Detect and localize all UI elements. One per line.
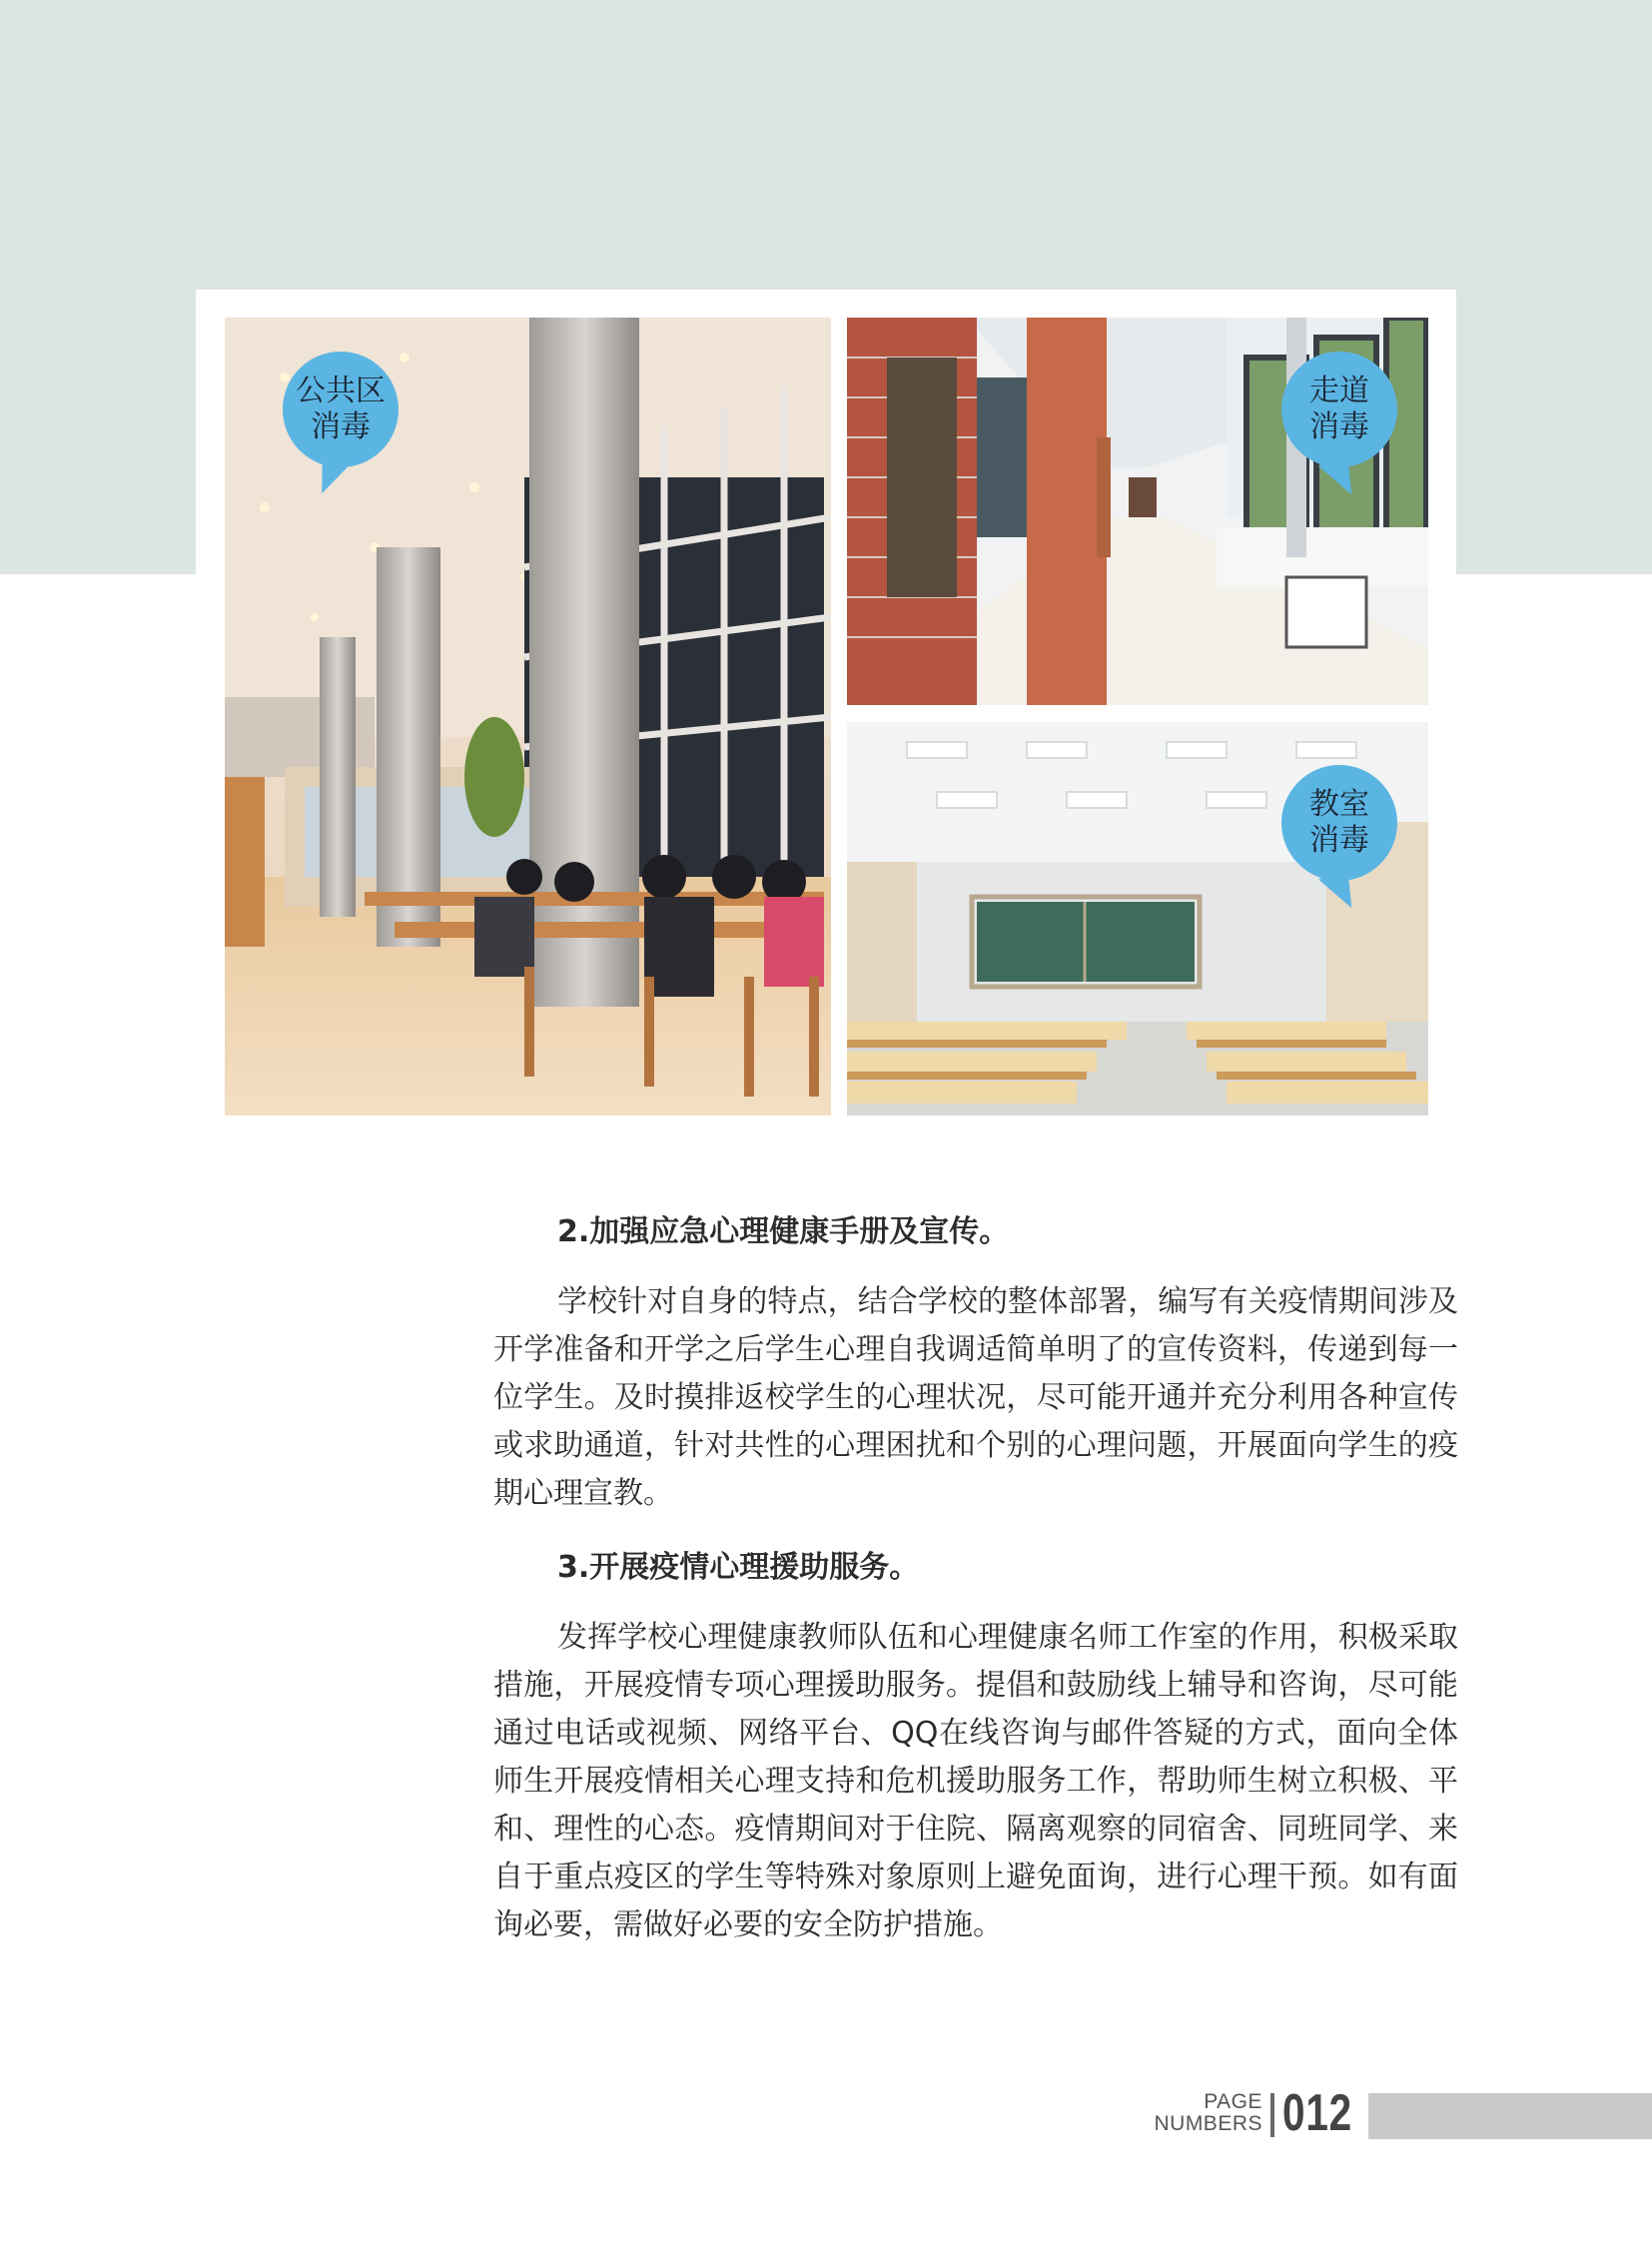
page-label-line2: NUMBERS xyxy=(1154,2112,1262,2135)
footer-gray-bar xyxy=(1368,2093,1652,2139)
bubble-text-line1: 公共区 xyxy=(296,374,386,408)
bubble-text-line2: 消毒 xyxy=(1309,823,1369,858)
page-numbers-label xyxy=(1139,2091,1262,2135)
article-body xyxy=(493,1208,1458,1975)
section-3-heading: 3.开展疫情心理援助服务。 xyxy=(557,1550,920,1585)
section-2-paragraph: 学校针对自身的特点，结合学校的整体部署，编写有关疫情期间涉及开学准备和开学之后学生心理自我调适简单明了的宣传资料，传递到每一位学生。及时摸排返校学生的心理状况，尽可能开通并充分利用各种宣传或求助通道，针对共性的心理困扰和个别的心理问题，开展面向学生的疫期心理宣教。 xyxy=(493,1284,1458,1511)
bubble-text-line1: 走道 xyxy=(1309,374,1369,408)
page-number: 012 xyxy=(1282,2084,1353,2142)
footer-divider xyxy=(1270,2093,1274,2137)
bubble-text-line2: 消毒 xyxy=(311,409,371,444)
classroom-disinfection-bubble xyxy=(1281,765,1397,881)
public-area-disinfection-bubble xyxy=(283,352,399,467)
page-label-line1: PAGE xyxy=(1204,2090,1262,2113)
bubble-text-line1: 教室 xyxy=(1309,787,1369,822)
corridor-disinfection-bubble xyxy=(1281,352,1397,467)
bubble-text-line2: 消毒 xyxy=(1309,409,1369,444)
section-2-heading: 2.加强应急心理健康手册及宣传。 xyxy=(557,1214,1010,1249)
section-3-paragraph: 发挥学校心理健康教师队伍和心理健康名师工作室的作用，积极采取措施，开展疫情专项心理援助服务。提倡和鼓励线上辅导和咨询，尽可能通过电话或视频、网络平台、QQ在线咨询与邮件答疑的方式，面向全体师生开展疫情相关心理支持和危机援助服务工作，帮助师生树立积极、平和、理性的心态。疫情期间对于住院、隔离观察的同宿舍、同班同学、来自于重点疫区的学生等特殊对象原则上避免面询，进行心理干预。如有面询必要，需做好必要的安全防护措施。 xyxy=(493,1620,1458,1942)
